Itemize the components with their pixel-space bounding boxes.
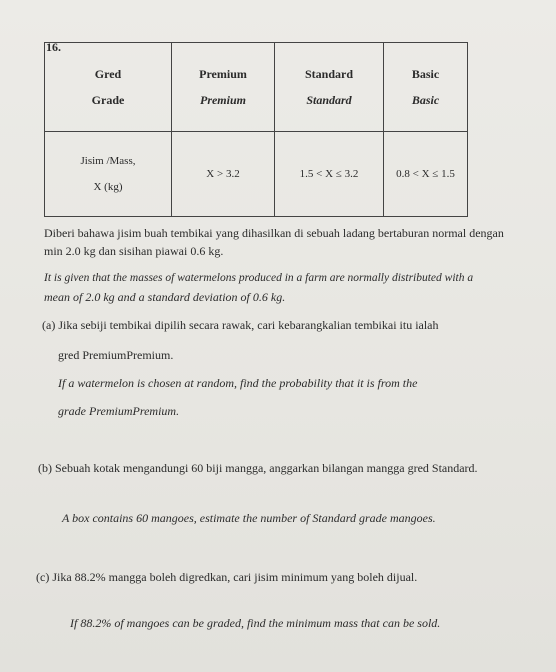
grade-table-mass-row: [45, 132, 468, 217]
mass-range-premium: X > 3.2: [172, 132, 275, 217]
grade-table: [44, 42, 468, 217]
header-basic: [384, 43, 468, 132]
part-a-ms-line1: (a) Jika sebiji tembikai dipilih secara rawak, cari kebarangkalian tembikai itu ialah: [42, 318, 439, 332]
header-grade-ms: Gred: [94, 67, 122, 81]
question-number: 16.: [46, 40, 61, 54]
header-grade: [45, 43, 172, 132]
header-grade-en: Grade: [91, 93, 125, 107]
header-premium: [172, 43, 275, 132]
part-b-ms: (b) Sebuah kotak mengandungi 60 biji mangga, anggarkan bilangan mangga gred Standard.: [38, 461, 478, 475]
intro-en-line1: It is given that the masses of watermelons produced in a farm are normally distributed with a: [44, 272, 474, 284]
row-label-mass-en: X (kg): [93, 181, 123, 193]
intro-ms-line2: min 2.0 kg dan sisihan piawai 0.6 kg.: [44, 244, 224, 258]
part-a-ms-line2: gred PremiumPremium.: [58, 348, 174, 362]
mass-range-basic: 0.8 < X ≤ 1.5: [384, 132, 468, 217]
intro-en-line2: mean of 2.0 kg and a standard deviation of 0.6 kg.: [44, 290, 286, 304]
header-premium-en: Premium: [199, 93, 246, 107]
intro-ms-line1: Diberi bahawa jisim buah tembikai yang dihasilkan di sebuah ladang bertaburan normal dengan: [44, 226, 504, 240]
part-c-ms: (c) Jika 88.2% mangga boleh digredkan, cari jisim minimum yang boleh dijual.: [36, 570, 418, 584]
part-b-en: A box contains 60 mangoes, estimate the number of Standard grade mangoes.: [62, 511, 436, 525]
header-basic-ms: Basic: [411, 67, 440, 81]
row-label-mass: [45, 132, 172, 217]
part-a-en-line1: If a watermelon is chosen at random, find the probability that it is from the: [58, 376, 418, 390]
header-premium-ms: Premium: [199, 67, 247, 81]
header-standard-en: Standard: [306, 93, 352, 107]
header-basic-en: Basic: [411, 93, 440, 107]
part-a-en-line2: grade PremiumPremium.: [58, 404, 180, 418]
header-standard: [275, 43, 384, 132]
row-label-mass-ms: Jisim /Mass,: [80, 155, 136, 167]
mass-range-standard: 1.5 < X ≤ 3.2: [275, 132, 384, 217]
header-standard-ms: Standard: [304, 67, 354, 81]
grade-table-header-row: [45, 43, 468, 132]
part-c-en: If 88.2% of mangoes can be graded, find the minimum mass that can be sold.: [70, 616, 441, 630]
